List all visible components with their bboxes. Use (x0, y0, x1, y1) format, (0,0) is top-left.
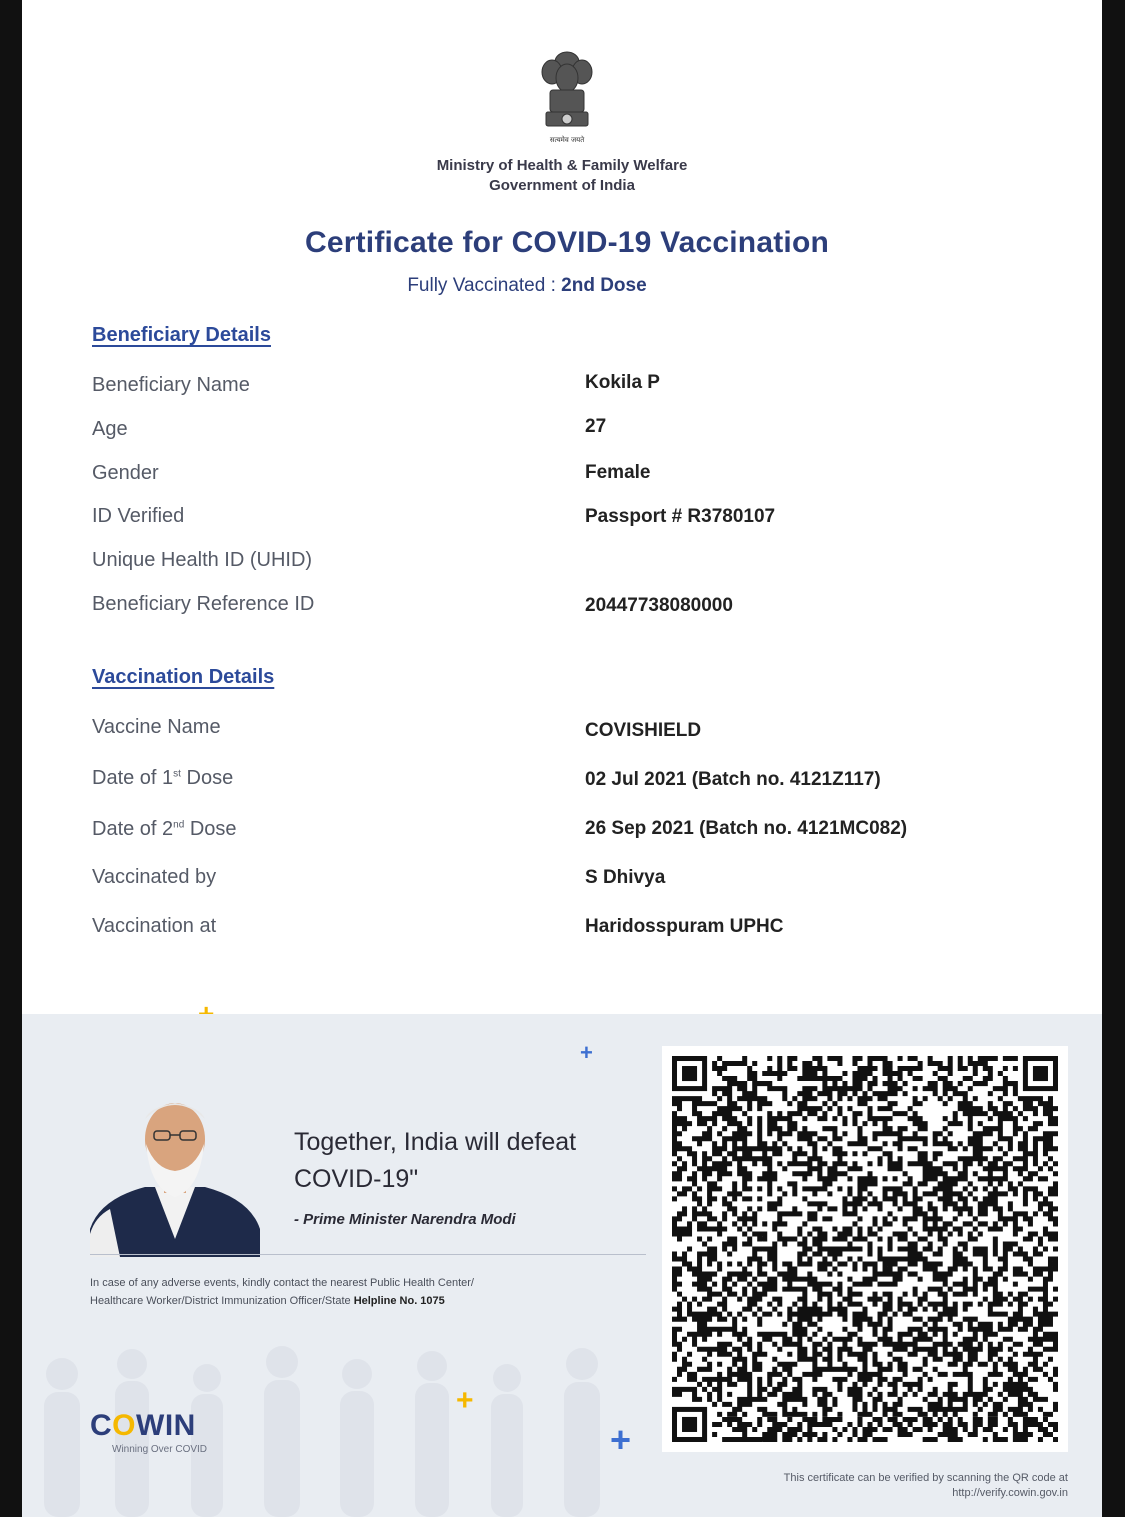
dose1-label-suffix: st (173, 768, 181, 780)
reference-id-label: Beneficiary Reference ID (92, 593, 315, 615)
gender-label: Gender (92, 462, 159, 484)
reference-id-value: 20447738080000 (585, 595, 733, 616)
uhid-label: Unique Health ID (UHID) (92, 549, 313, 571)
certificate-footer (22, 1014, 1102, 1517)
dose2-label-text: Date of 2 (92, 818, 174, 840)
plus-decoration-icon: + (456, 1384, 474, 1417)
status-prefix: Fully Vaccinated : (407, 275, 562, 296)
dose1-label-dose: Dose (180, 767, 234, 789)
certificate-page (22, 0, 1102, 1517)
vaccinated-by-value: S Dhivya (585, 867, 666, 888)
vaccine-name-label: Vaccine Name (92, 716, 221, 738)
dose1-label (92, 767, 233, 790)
divider (90, 1254, 646, 1255)
adverse-events-notice (90, 1274, 630, 1310)
notice-line-1: In case of any adverse events, kindly contact the nearest Public Health Center/ (90, 1277, 474, 1289)
dose2-value: 26 Sep 2021 (Batch no. 4121MC082) (585, 818, 908, 839)
plus-decoration-icon: + (610, 1419, 632, 1460)
dose2-label-suffix: nd (173, 819, 185, 831)
beneficiary-name-value: Kokila P (585, 372, 660, 393)
plus-decoration-icon: + (580, 1040, 593, 1065)
quote-author: - Prime Minister Narendra Modi (294, 1211, 516, 1228)
national-emblem-icon (532, 48, 602, 148)
vaccination-at-label: Vaccination at (92, 915, 217, 937)
vaccinated-by-label: Vaccinated by (92, 866, 217, 888)
notice-line-2-text: Healthcare Worker/District Immunization Officer/State (90, 1295, 354, 1307)
page-title: Certificate for COVID-19 Vaccination (304, 226, 829, 259)
vaccination-details-heading: Vaccination Details (92, 666, 275, 688)
government-name: Government of India (489, 177, 635, 194)
quote-text (294, 1124, 634, 1198)
dose1-label-text: Date of 1 (92, 767, 174, 789)
cowin-logo-rest: WIN (136, 1409, 196, 1442)
qr-code-container (662, 1046, 1068, 1452)
qr-finder-pattern (672, 1056, 707, 1091)
notice-line-2 (90, 1292, 630, 1310)
quote-line-2: COVID-19" (294, 1165, 419, 1193)
qr-finder-pattern (1023, 1056, 1058, 1091)
vaccination-at-value: Haridosspuram UPHC (585, 916, 784, 937)
status-dose: 2nd Dose (561, 275, 647, 296)
id-verified-label: ID Verified (92, 505, 185, 527)
cowin-logo-o: O (112, 1409, 137, 1442)
emblem-motto: सत्यमेव जयते (549, 136, 585, 144)
verification-notice (662, 1471, 1068, 1501)
helpline-number: Helpline No. 1075 (353, 1295, 445, 1307)
cowin-logo-c: C (90, 1409, 113, 1442)
age-value: 27 (585, 416, 607, 437)
dose2-label (92, 818, 237, 841)
beneficiary-name-label: Beneficiary Name (92, 374, 250, 396)
cowin-logo (90, 1409, 196, 1443)
quote-line-1: Together, India will defeat (294, 1128, 577, 1156)
qr-modules (672, 1056, 1058, 1442)
beneficiary-details-heading: Beneficiary Details (92, 324, 271, 346)
age-label: Age (92, 418, 128, 440)
id-verified-value: Passport # R3780107 (585, 506, 776, 527)
gender-value: Female (585, 462, 651, 483)
vaccine-name-value: COVISHIELD (585, 720, 702, 741)
vaccination-status (22, 275, 1032, 297)
verify-line-1: This certificate can be verified by scanning the QR code at (783, 1472, 1068, 1484)
qr-finder-pattern (672, 1407, 707, 1442)
dose1-value: 02 Jul 2021 (Batch no. 4121Z117) (585, 769, 881, 790)
pm-photo (90, 1089, 260, 1257)
dose2-label-dose: Dose (184, 818, 237, 840)
ministry-name: Ministry of Health & Family Welfare (436, 157, 688, 174)
cowin-tagline: Winning Over COVID (112, 1444, 208, 1455)
qr-code (672, 1056, 1058, 1442)
verify-url: http://verify.cowin.gov.in (952, 1487, 1068, 1499)
